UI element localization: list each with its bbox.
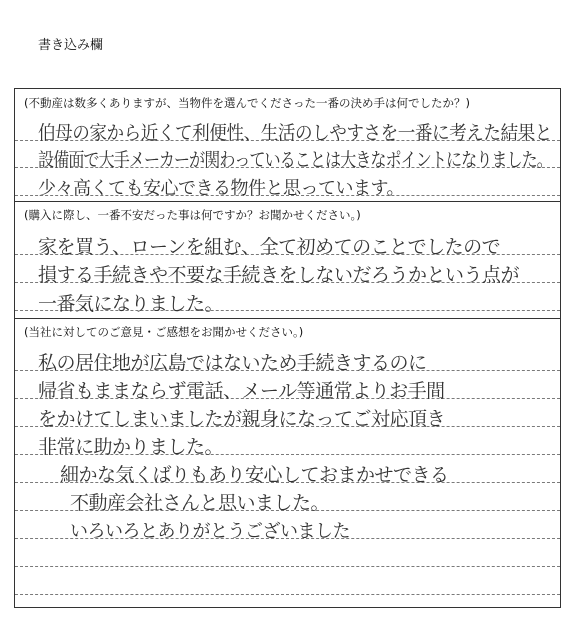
answer-line: 私の居住地が広島ではないため手続きするのに — [38, 352, 427, 374]
section-divider — [15, 201, 560, 202]
ruled-line — [15, 594, 560, 595]
ruled-line — [15, 566, 560, 567]
answer-line: いろいろとありがとうございました — [70, 521, 350, 542]
answer-line: 非常に助かりました。 — [38, 436, 224, 458]
question-anxiety: (購入に際し、一番不安だった事は何ですか？お聞かせください。) — [24, 208, 361, 222]
answer-line: をかけてしまいましたが親身になってご対応頂き — [38, 408, 446, 430]
question-feedback: (当社に対してのご意見・ご感想をお聞かせください。) — [24, 325, 304, 339]
answer-line: 帰省もままならず電話、メール等通常よりお手間 — [38, 380, 445, 402]
form-heading: 書き込み欄 — [38, 38, 104, 53]
answer-line: 細かな気くばりもあり安心しておまかせできる — [60, 464, 449, 486]
answer-line: 一番気になりました。 — [38, 293, 224, 315]
question-deciding-factor: (不動産は数多くありますが、当物件を選んでくださった一番の決め手は何でしたか？) — [24, 96, 470, 110]
answer-line: 伯母の家から近くて利便性、生活のしやすさを一番に考えた結果と — [38, 122, 552, 144]
answer-line: 少々高くても安心できる物件と思っています。 — [38, 178, 405, 199]
answer-line: 不動産会社さんと思いました。 — [70, 492, 330, 514]
answer-line: 損する手続きや不要な手続きをしないだろうかという点が — [38, 264, 520, 286]
section-divider — [15, 318, 560, 319]
answer-line: 設備面で大手メーカーが関わっていることは大きなポイントになりました。 — [38, 149, 552, 171]
answer-line: 家を買う、ローンを組む、全て初めてのことでしたので — [38, 236, 501, 258]
